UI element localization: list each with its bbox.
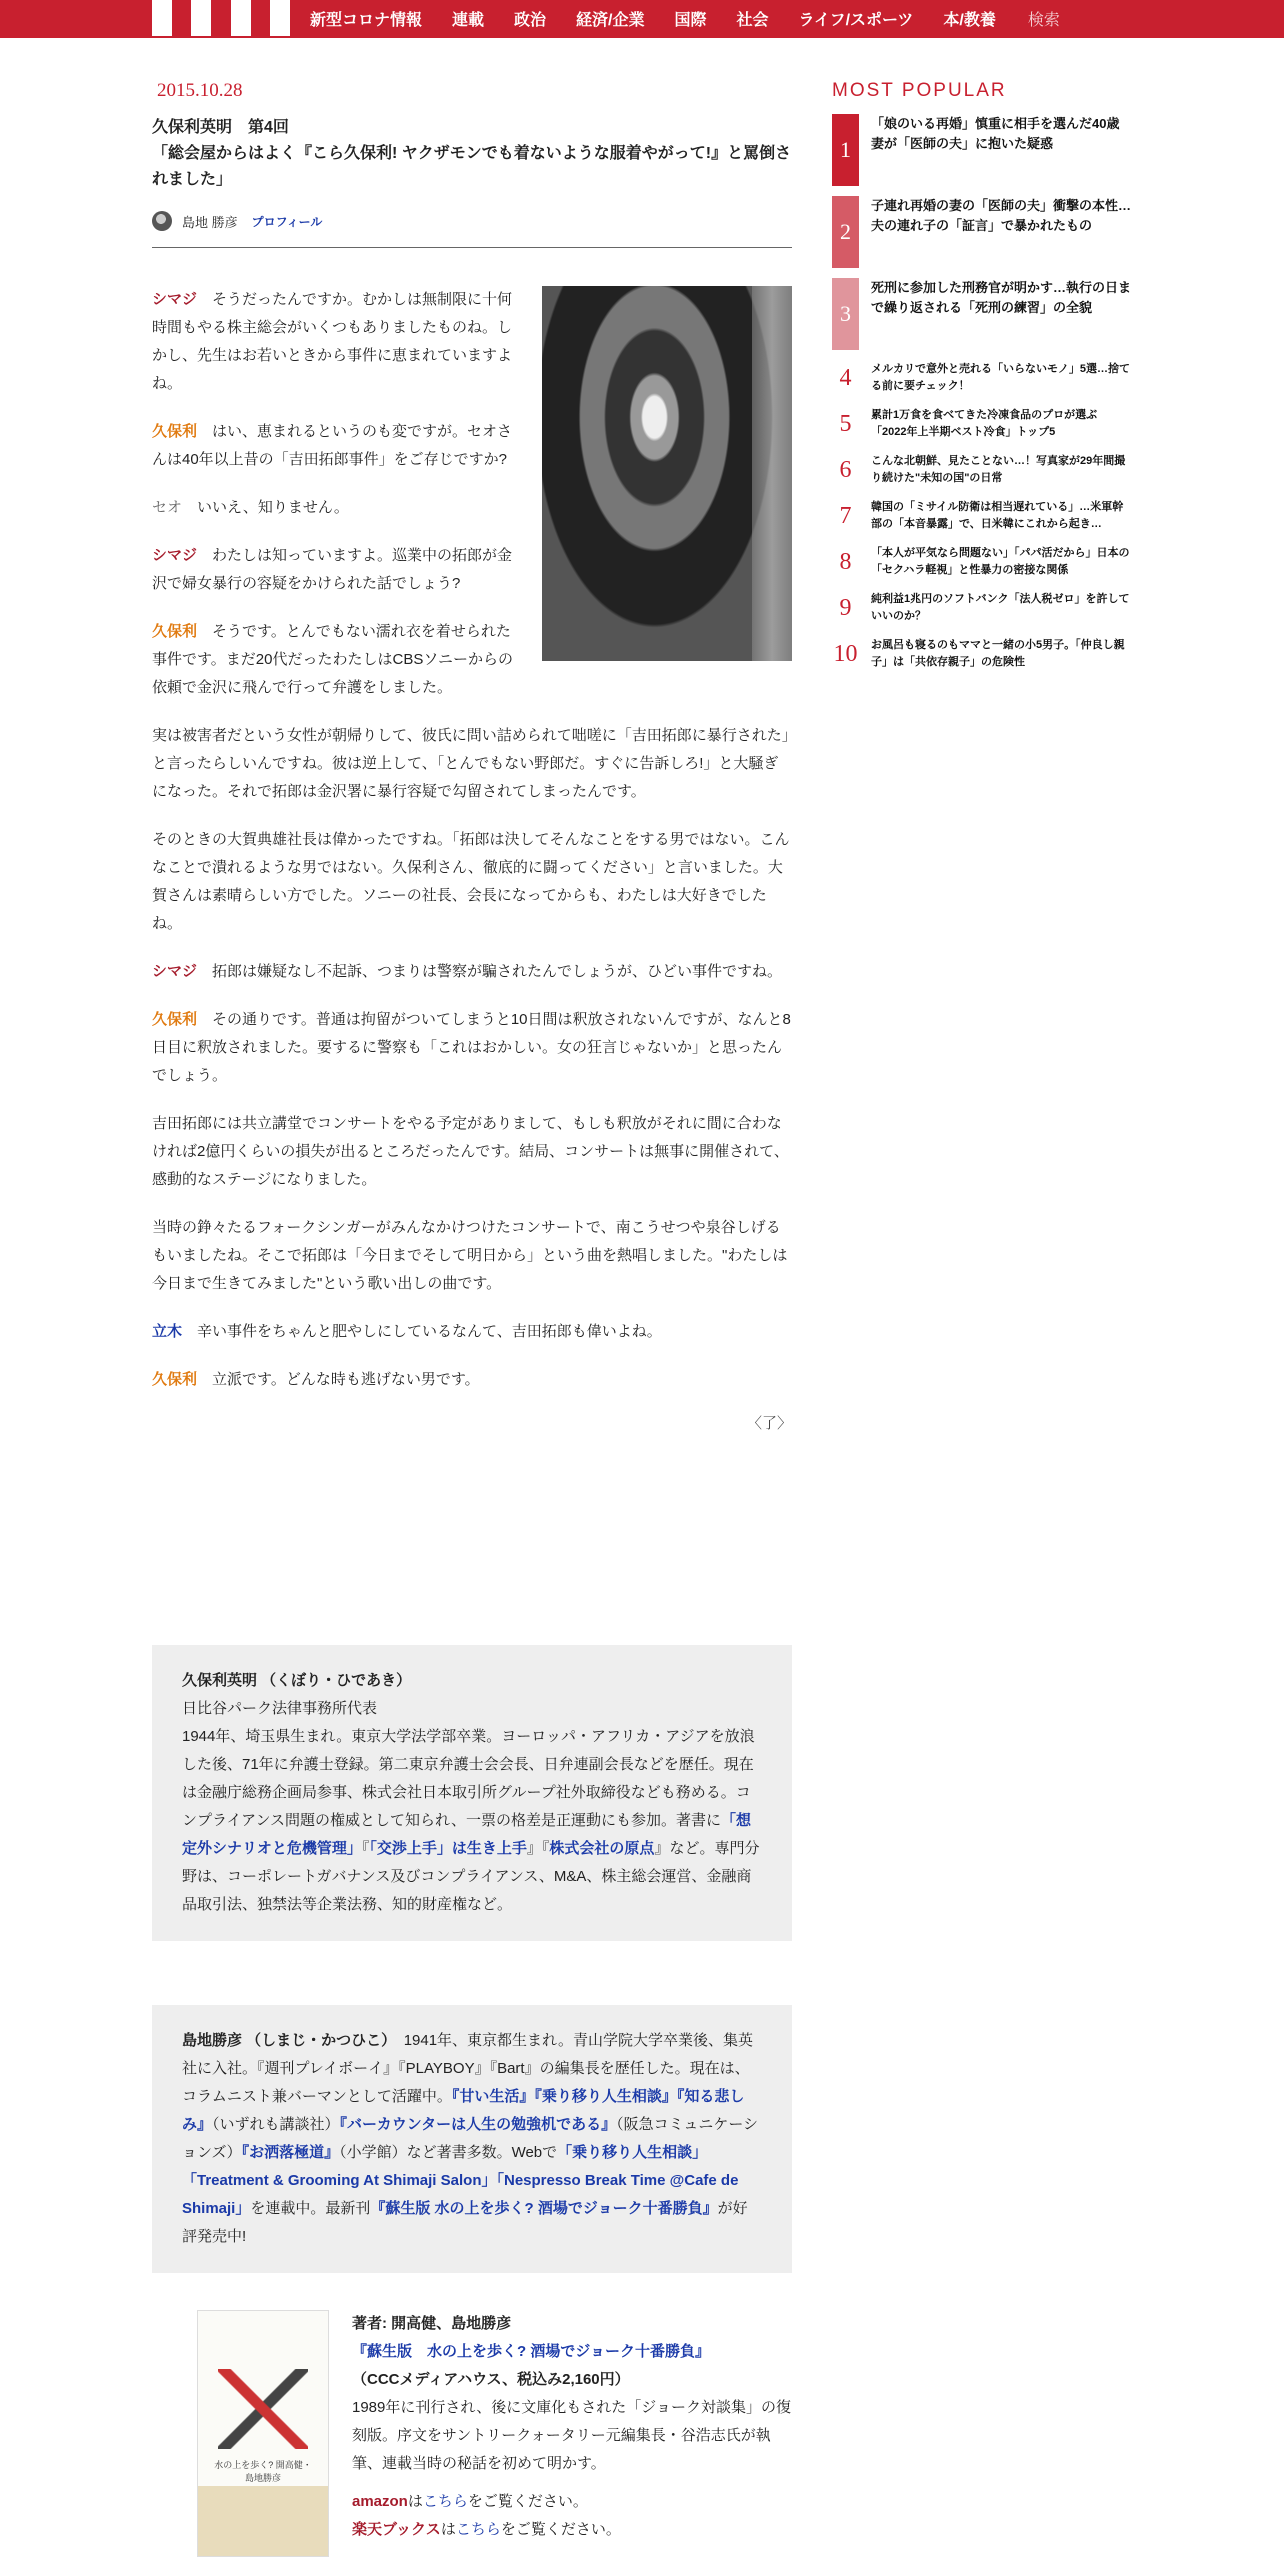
paragraph-text: 立派です。どんな時も逃げない男です。 <box>212 1371 480 1388</box>
most-popular-title: MOST POPULAR <box>832 80 1007 101</box>
book-description: 1989年に刊行され、後に文庫化もされた「ジョーク対談集」の復刻版。序文をサントリークォータリー元編集長・谷浩志氏が執筆、連載当時の秘話を初めて明かす。 <box>352 2399 791 2472</box>
popular-rank: 4 <box>839 365 852 391</box>
speaker-label: シマジ <box>152 547 198 564</box>
author-name: 島地 勝彦 <box>182 214 238 230</box>
shop-rakuten-end: をご覧ください。 <box>500 2521 621 2538</box>
speaker-label: 久保利 <box>152 423 198 440</box>
bio-shimaji-link-5[interactable]: 『お洒落極道』 <box>241 2144 340 2161</box>
article-series: 久保利英明 第4回 <box>152 119 289 136</box>
popular-item-4[interactable] <box>832 360 1132 396</box>
paragraph-text: わたしは知っていますよ。巡業中の拓郎が金沢で婦女暴行の容疑をかけられた話でしょう? <box>152 547 513 592</box>
search-link[interactable]: 検索 <box>1027 11 1060 29</box>
paragraph-text: その通りです。普通は拘留がついてしまうと10日間は釈放されないんですが、なんと8日目に釈放されました。要するに警察も「これはおかしい。女の狂言じゃないか」と思ったんでしょう。 <box>152 1011 791 1084</box>
bio-shimaji-text-b: （いずれも講談社） <box>212 2116 340 2133</box>
popular-title[interactable]: 子連れ再婚の妻の「医師の夫」衝撃の本性…夫の連れ子の「証言」で暴かれたもの <box>871 198 1132 233</box>
popular-item-1[interactable] <box>832 114 1132 186</box>
bio-shimaji-link-6[interactable]: 「乗り移り人生相談」 <box>557 2144 708 2161</box>
book-author: 著者: 開高健、島地勝彦 <box>352 2315 512 2332</box>
bio-shimaji-text-c: （阪急コミュニケーションズ） <box>182 2116 759 2161</box>
nav-item-books[interactable]: 本/教養 <box>943 11 996 29</box>
popular-title[interactable]: 「娘のいる再婚」慎重に相手を選んだ40歳妻が「医師の夫」に抱いた疑惑 <box>871 116 1120 151</box>
bio-kubori-text-b: など。専門分野は、コーポレートガバナンス及びコンプライアンス、M&A、株主総会運営、金融商品取引法、独禁法等企業法務、知的財産権など。 <box>182 1840 760 1913</box>
bio-shimaji-link-2[interactable]: 『乗り移り人生相談』 <box>534 2088 677 2105</box>
paragraph-text: 実は被害者だという女性が朝帰りして、彼氏に問い詰められて咄嗟に「吉田拓郎に暴行された」と言ったらしいんですね。彼は逆上して、「とんでもない野郎だ。すぐに告訴しろ!」と大騒ぎになった。それで拓郎は金沢署に暴行容疑で勾留されてしまったんです。 <box>152 727 790 800</box>
article-paragraph <box>152 958 792 986</box>
nav-item-society[interactable]: 社会 <box>736 11 769 29</box>
shop-amazon <box>352 2488 792 2516</box>
bio-kubori-text-a: 1944年、埼玉県生まれ。東京大学法学部卒業。ヨーロッパ・アフリカ・アジアを放浪した後、71年に弁護士登録。第二東京弁護士会会長、日弁連副会長などを歴任。現在は金融庁総務企画局参事、株式会社日本取引所グループ社外取締役なども務める。コンプライアンス問題の権威として知られ、一票の格差是正運動にも参加。著書に <box>182 1728 755 1829</box>
popular-item-6[interactable] <box>832 452 1132 488</box>
popular-rank: 2 <box>832 196 859 268</box>
bio-shimaji-link-7[interactable]: 「Treatment & Grooming At Shimaji Salon」 <box>182 2172 497 2189</box>
most-popular-list <box>832 114 1132 672</box>
bio-shimaji-text <box>182 2027 762 2251</box>
speaker-label: シマジ <box>152 963 198 980</box>
popular-title[interactable]: 韓国の「ミサイル防衛は相当遅れている」…米軍幹部の「本音暴露」で、日米韓にこれから起き… <box>871 501 1124 530</box>
avatar <box>152 211 172 231</box>
shop-rakuten <box>352 2516 792 2544</box>
paragraph-text: そうだったんですか。むかしは無制限に十何時間もやる株主総会がいくつもありましたものね。しかし、先生はお若いときから事件に恵まれていますよね。 <box>152 291 513 392</box>
shop-rakuten-link[interactable]: こちら <box>455 2521 501 2538</box>
main-nav <box>310 0 1090 36</box>
bio-kubori-book-link-3[interactable]: 株式会社の原点 <box>549 1840 655 1857</box>
speaker-label: 久保利 <box>152 623 198 640</box>
bio-shimaji-link-8[interactable]: 「Nespresso Break Time @Cafe de Shimaji」 <box>182 2172 739 2217</box>
bio-shimaji-link-4[interactable]: 『バーカウンターは人生の勉強机である』 <box>339 2116 617 2133</box>
bio-shimaji-link-9[interactable]: 『蘇生版 水の上を歩く? 酒場でジョーク十番勝負』 <box>370 2200 718 2217</box>
bio-kubori <box>152 1645 792 1941</box>
speaker-label: シマジ <box>152 291 198 308</box>
bio-shimaji-link-1[interactable]: 『甘い生活』 <box>451 2088 535 2105</box>
profile-link[interactable]: プロフィール <box>251 214 323 229</box>
popular-title[interactable]: こんな北朝鮮、見たことない…！写真家が29年間撮り続けた"未知の国"の日常 <box>871 455 1126 484</box>
popular-title[interactable]: 純利益1兆円のソフトバンク「法人税ゼロ」を許していいのか？ <box>871 593 1130 622</box>
shop-amazon-mid: は <box>407 2493 423 2510</box>
article-paragraph <box>152 722 792 806</box>
paragraph-text: はい、恵まれるというのも変ですが。セオさんは40年以上昔の「吉田拓郎事件」をご存じですか? <box>152 423 513 468</box>
popular-rank: 10 <box>833 641 858 667</box>
popular-rank: 7 <box>839 503 852 529</box>
author-line <box>152 211 792 248</box>
bio-kubori-name: 久保利英明 （くぼり・ひであき） <box>182 1672 412 1689</box>
article-paragraph <box>152 1214 792 1298</box>
nav-item-life-sports[interactable]: ライフ/スポーツ <box>798 11 914 29</box>
bio-kubori-book-link-1[interactable]: 「想定外シナリオと危機管理」 <box>182 1812 751 1857</box>
shop-amazon-name: amazon <box>352 2493 408 2510</box>
popular-item-8[interactable] <box>832 544 1132 580</box>
bio-shimaji-name: 島地勝彦 （しまじ・かつひこ） <box>182 2032 389 2049</box>
bio-kubori-book-link-2[interactable]: 「交渉上手」は生き上手 <box>369 1840 527 1857</box>
top-nav-bar <box>0 0 1284 38</box>
shop-amazon-end: をご覧ください。 <box>467 2493 588 2510</box>
article-paragraph <box>152 1318 792 1346</box>
book-info <box>352 2310 792 2544</box>
nav-item-international[interactable]: 国際 <box>674 11 707 29</box>
paragraph-text: 辛い事件をちゃんと肥やしにしているなんて、吉田拓郎も偉いよね。 <box>197 1323 662 1340</box>
bio-shimaji-text-f: が好評発売中! <box>182 2200 748 2245</box>
article-paragraph <box>152 1110 792 1194</box>
paragraph-text: そのときの大賀典雄社長は偉かったですね。「拓郎は決してそんなことをする男ではない。こんなことで潰れるような男ではない。久保利さん、徹底的に闘ってください」と言いました。大賀さんは素晴らしい方でした。ソニーの社長、会長になってからも、わたしは大好きでしたね。 <box>152 831 790 932</box>
popular-title[interactable]: 累計1万食を食べてきた冷凍食品のプロが選ぶ「2022年上半期ベスト冷食」トップ5 <box>871 409 1098 438</box>
speaker-label: 久保利 <box>152 1371 198 1388</box>
nav-item-series[interactable]: 連載 <box>452 11 485 29</box>
popular-item-10[interactable] <box>832 636 1132 672</box>
site-logo[interactable] <box>152 0 290 36</box>
popular-title[interactable]: 「本人が平気なら問題ない」「パパ活だから」日本の「セクハラ軽視」と性暴力の密接な関係 <box>871 547 1130 576</box>
popular-item-9[interactable] <box>832 590 1132 626</box>
paragraph-text: そうです。とんでもない濡れ衣を着せられた事件です。まだ20代だったわたしはCBSソニーからの依頼で金沢に飛んで行って弁護をしました。 <box>152 623 514 696</box>
popular-rank: 3 <box>832 278 859 350</box>
paragraph-text: 吉田拓郎には共立講堂でコンサートをやる予定がありまして、もしも釈放がそれに間に合わなければ2億円くらいの損失が出るところだったんです。結局、コンサートは無事に開催されて、感動的なステージになりました。 <box>152 1115 789 1188</box>
popular-title[interactable]: メルカリで意外と売れる「いらないモノ」5選…捨てる前に要チェック！ <box>871 363 1131 392</box>
article-body <box>152 286 792 1438</box>
end-mark: 〈了〉 <box>746 1415 792 1432</box>
paragraph-text: 拓郎は嫌疑なし不起訴、つまりは警察が騙されたんでしょうが、ひどい事件ですね。 <box>212 963 783 980</box>
shop-amazon-link[interactable]: こちら <box>422 2493 468 2510</box>
bio-shimaji-link-3[interactable]: 『知る悲しみ』 <box>182 2088 745 2133</box>
popular-item-5[interactable] <box>832 406 1132 442</box>
popular-title[interactable]: 死刑に参加した刑務官が明かす…執行の日まで繰り返される「死刑の練習」の全貌 <box>871 280 1132 315</box>
bio-shimaji-text-a: 1941年、東京都生まれ。青山学院大学卒業後、集英社に入社。『週刊プレイボーイ』『PLAYBOY』『Bart』の編集長を歴任した。現在は、コラムニスト兼バーマンとして活躍中。 <box>182 2032 753 2105</box>
nav-item-economy[interactable]: 経済/企業 <box>576 11 645 29</box>
sidebar-most-popular <box>832 80 1132 682</box>
speaker-label: 久保利 <box>152 1011 198 1028</box>
book-cover-title: 水の上を歩く? 開高健・島地勝彦 <box>214 2460 312 2483</box>
popular-item-2[interactable] <box>832 196 1132 268</box>
book-cover-image[interactable] <box>197 2310 329 2557</box>
article-date: 2015.10.28 <box>157 80 243 101</box>
speaker-label: 立木 <box>152 1323 183 1340</box>
popular-rank: 1 <box>832 114 859 186</box>
article-paragraph <box>152 1366 792 1394</box>
shop-rakuten-name: 楽天ブックス <box>352 2521 441 2538</box>
article-paragraph <box>152 1006 792 1090</box>
nav-item-corona[interactable]: 新型コロナ情報 <box>310 11 423 29</box>
bio-shimaji-text-d: （小学館）など著書多数。Webで <box>339 2144 558 2161</box>
popular-item-3[interactable] <box>832 278 1132 350</box>
shop-rakuten-mid: は <box>440 2521 456 2538</box>
bio-shimaji-text-e: を連載中。最新刊 <box>250 2200 371 2217</box>
interview-photo <box>542 286 792 661</box>
bio-shimaji <box>152 2005 792 2273</box>
article-paragraph <box>152 826 792 938</box>
popular-title[interactable]: お風呂も寝るのもママと一緒の小5男子。「仲良し親子」は「共依存親子」の危険性 <box>871 639 1125 668</box>
popular-item-7[interactable] <box>832 498 1132 534</box>
bio-kubori-office: 日比谷パーク法律事務所代表 <box>182 1700 378 1717</box>
bio-kubori-text: 1944年、埼玉県生まれ。東京大学法学部卒業。ヨーロッパ・アフリカ・アジアを放浪した後、71年に弁護士登録。第二東京弁護士会会長、日弁連副会長などを歴任。現在は金融庁総務企画局参事、株式会社日本取引所グループ社外取締役なども務める。コンプライアンス問題の権威として知られ、一票の格差是正運動にも参加。著書に「想定外シナリオと危機管理」『「交渉上手」は生き上手』『株式会社の原点』など。専門分野は、コーポレートガバナンス及びコンプライアンス、M&A、株主総会運営、金融商品取引法、独禁法等企業法務、知的財産権など。 <box>182 1728 760 1913</box>
popular-rank: 6 <box>839 457 852 483</box>
article <box>152 80 792 1438</box>
book-publisher: （CCCメディアハウス、税込み2,160円） <box>352 2371 630 2388</box>
paragraph-text: 当時の錚々たるフォークシンガーがみんなかけつけたコンサートで、南こうせつや泉谷しげるもいましたね。そこで拓郎は「今日までそして明日から」という曲を熱唱しました。"わたしは今日まで生きてみました"という歌い出しの曲です。 <box>152 1219 788 1292</box>
paragraph-text: いいえ、知りません。 <box>197 499 349 516</box>
popular-rank: 5 <box>839 411 852 437</box>
book-title-link[interactable]: 『蘇生版 水の上を歩く? 酒場でジョーク十番勝負』 <box>352 2343 711 2360</box>
speaker-label: セオ <box>152 499 183 516</box>
popular-rank: 9 <box>839 595 852 621</box>
popular-rank: 8 <box>839 549 852 575</box>
article-title: 「総会屋からはよく『こら久保利! ヤクザモンでも着ないような服着やがって!』と罵倒されました」 <box>152 145 792 188</box>
nav-item-politics[interactable]: 政治 <box>514 11 547 29</box>
